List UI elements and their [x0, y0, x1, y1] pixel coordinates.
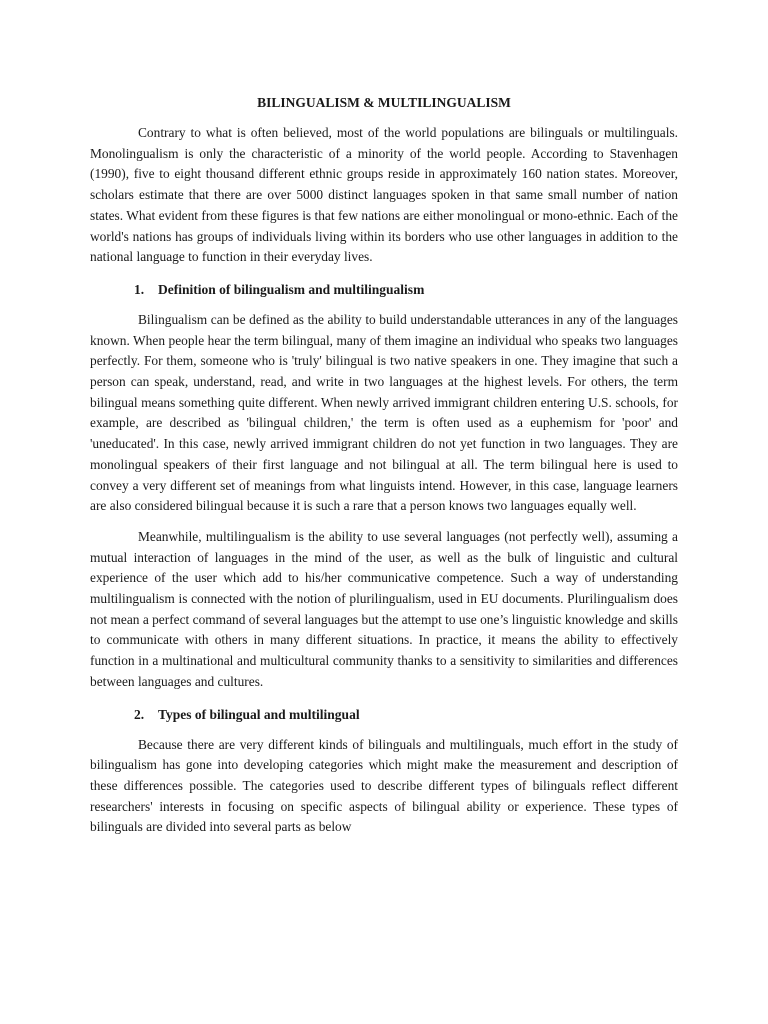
section-2-title: Types of bilingual and multilingual: [158, 706, 360, 722]
section-1-number: 1.: [134, 281, 145, 297]
document-title: BILINGUALISM & MULTILINGUALISM: [257, 95, 511, 110]
intro-paragraph: Contrary to what is often believed, most of the world populations are bilinguals or multilinguals. Monolingualism is only the characteristic of a minority of the world people. According to Stavenhagen (1990), five to eight thousand different ethnic groups reside in approximately 160 nation states. Moreover, scholars estimate that there are over 5000 distinct languages spoken in that same small number of nation states. What evident from these figures is that few nations are either monolingual or mono-ethnic. Each of the world's nations has groups of individuals living within its borders who use other languages in addition to the national language to function in their everyday lives.: [90, 125, 678, 265]
section-1-paragraph-2: Meanwhile, multilingualism is the ability to use several languages (not perfectly well), assuming a mutual interaction of languages in the mind of the user, as well as the bulk of linguistic and cultural experience of the user which add to his/her communicative competence. Such a way of understanding multilingualism is connected with the notion of plurilingualism, used in EU documents. Plurilingualism does not mean a perfect command of several languages but the attempt to use one’s linguistic knowledge and skills to communicate with others in many different situations. In practice, it means the ability to effectively function in a multinational and multicultural community thanks to a sensitivity to similarities and differences between languages and cultures.: [90, 528, 678, 689]
section-1-paragraph-1: Bilingualism can be defined as the ability to build understandable utterances in any of the languages known. When people hear the term bilingual, many of them imagine an individual who speaks two languages perfectly. For them, someone who is 'truly' bilingual is two native speakers in one. They imagine that such a person can speak, understand, read, and write in two languages at the highest levels. For others, the term bilingual means something quite different. When newly arrived immigrant children entering U.S. schools, for example, are described as 'bilingual children,' the term is often used as a euphemism for 'poor' and 'uneducated'. In this case, newly arrived immigrant children do not yet function in two languages. They are monolingual speakers of their first language and not bilingual at all. The term bilingual here is used to convey a very different set of meanings from what linguists intend. However, in this case, language learners are also considered bilingual because it is such a rare that a person knows two languages equally well.: [90, 311, 678, 514]
section-2-paragraph-1: Because there are very different kinds of bilinguals and multilinguals, much effort in the study of bilingualism has gone into developing categories which might make the measurement and description of these differences possible. The categories used to describe different types of bilinguals reflect different researchers' interests in focusing on specific aspects of bilingual ability or experience. These types of bilinguals are divided into several parts as below: [90, 736, 678, 835]
section-1-heading: [90, 279, 678, 300]
section-2-heading: [90, 704, 678, 725]
section-2-number: 2.: [134, 706, 145, 722]
document-page: [90, 92, 678, 838]
section-1-title: Definition of bilingualism and multilingualism: [158, 281, 425, 297]
